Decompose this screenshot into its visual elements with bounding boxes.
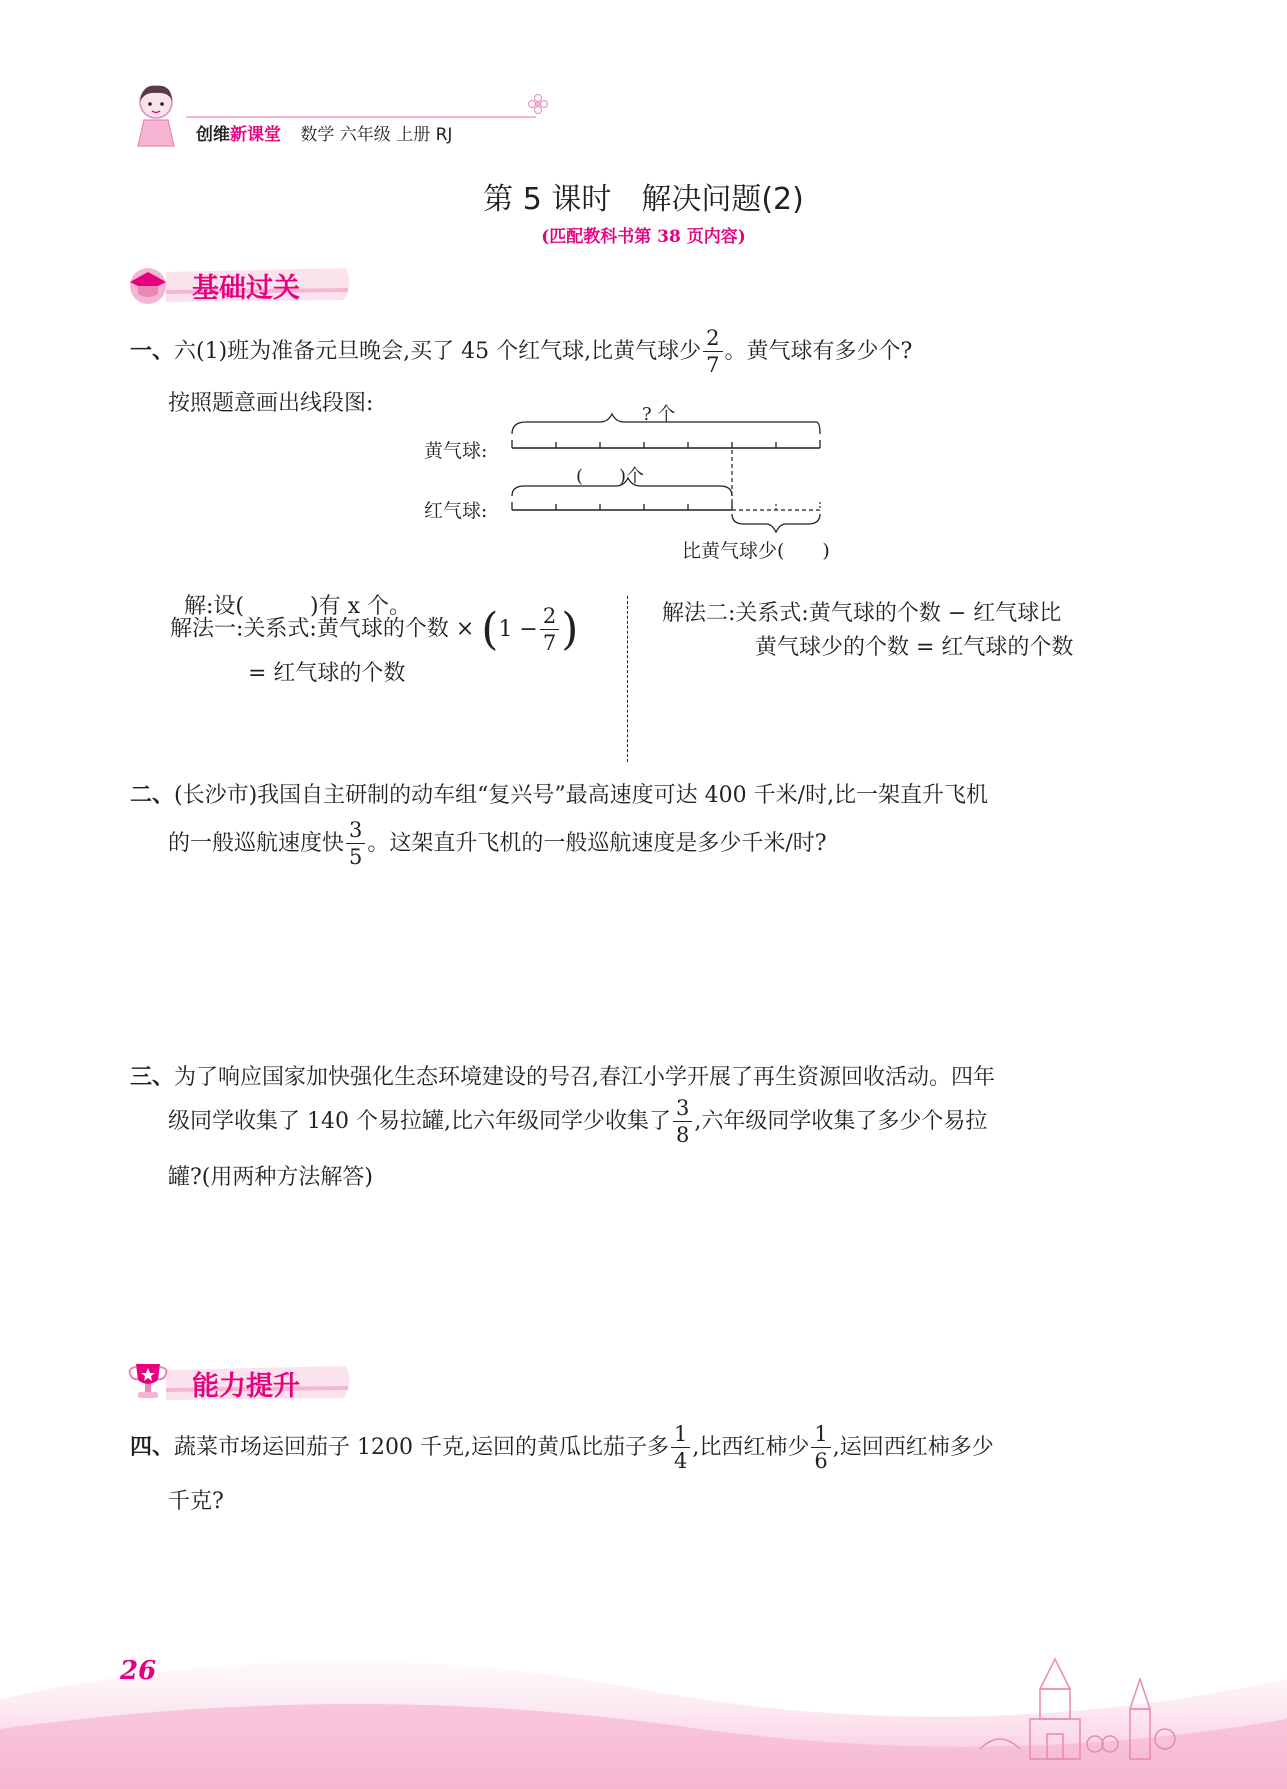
girl-mascot-icon [126,80,186,150]
header-subject: 数学 六年级 上册 RJ [300,125,453,145]
question-2-line2: 的一般巡航速度快 $\frac{3}{5}$ 。这架直升飞机的一般巡航速度是多少千米/时? [168,818,827,869]
question-1 [130,328,912,376]
question-number: 三、 [130,1064,175,1090]
method-divider [627,596,628,762]
question-4: 四、蔬菜市场运回茄子 1200 千克,运回的黄瓜比茄子多 $\frac{1}{4}$ ,比西红柿少 $\frac{1}{6}$ ,运回西红柿多少 [130,1422,994,1473]
q1-method1: 解法一:关系式:黄气球的个数 × (1 − $\frac{2}{7}$ ) [170,603,579,655]
graduation-cap-icon [126,264,170,304]
section-title-advanced: 能力提升 [192,1371,300,1402]
diagram-red-brace-label: ( )个 [576,466,645,487]
q1-method1-result: = 红气球的个数 [248,661,406,686]
diagram-less-label: 比黄气球少( ) [682,540,830,562]
footer-wave [0,1589,1287,1789]
header [126,80,546,150]
flower-icon [528,94,548,114]
diagram-yellow-brace-label: ? 个 [642,404,676,425]
brand-pink: 新课堂 [230,125,281,145]
q1-method2: 解法二:关系式:黄气球的个数 − 红气球比 [662,601,1062,626]
question-3-line3: 罐?(用两种方法解答) [168,1165,373,1190]
question-2: 二、(长沙市)我国自主研制的动车组“复兴号”最高速度可达 400 千米/时,比一架直升飞机 [130,782,989,808]
fraction: $\frac{2}{7}$ [703,328,722,376]
page-subtitle: (匹配教科书第 38 页内容) [541,227,746,247]
q1-method2-cont: 黄气球少的个数 = 红气球的个数 [755,635,1074,660]
question-number: 四、 [130,1434,175,1460]
trophy-icon [126,1360,170,1402]
question-3-line2: 级同学收集了 140 个易拉罐,比六年级同学少收集了 $\frac{3}{8}$ ,六年级同学收集了多少个易拉 [168,1096,988,1147]
question-number: 二、 [130,782,175,808]
q1-instruction: 按照题意画出线段图: [168,391,374,416]
difference-brace [732,514,820,532]
brand-plain: 创维 [196,125,230,145]
diagram-yellow-label: 黄气球: [424,440,488,462]
diagram-red-label: 红气球: [424,500,488,522]
question-3: 三、为了响应国家加快强化生态环境建设的号召,春江小学开展了再生资源回收活动。四年 [130,1064,996,1090]
page-number: 26 [120,1656,157,1686]
question-text: 。黄气球有多少个? [724,339,913,364]
page-title: 第 5 课时 解决问题(2) [483,182,804,217]
question-4-line2: 千克? [168,1489,224,1514]
q1-setup: 解:设( )有 x 个。 [184,594,411,619]
section-title-basic: 基础过关 [192,273,300,304]
question-text: 六(1)班为准备元旦晚会,买了 45 个红气球,比黄气球少 [174,339,702,364]
question-number: 一、 [130,338,175,364]
section-banner-basic [126,262,356,306]
section-banner-advanced [126,1360,356,1404]
